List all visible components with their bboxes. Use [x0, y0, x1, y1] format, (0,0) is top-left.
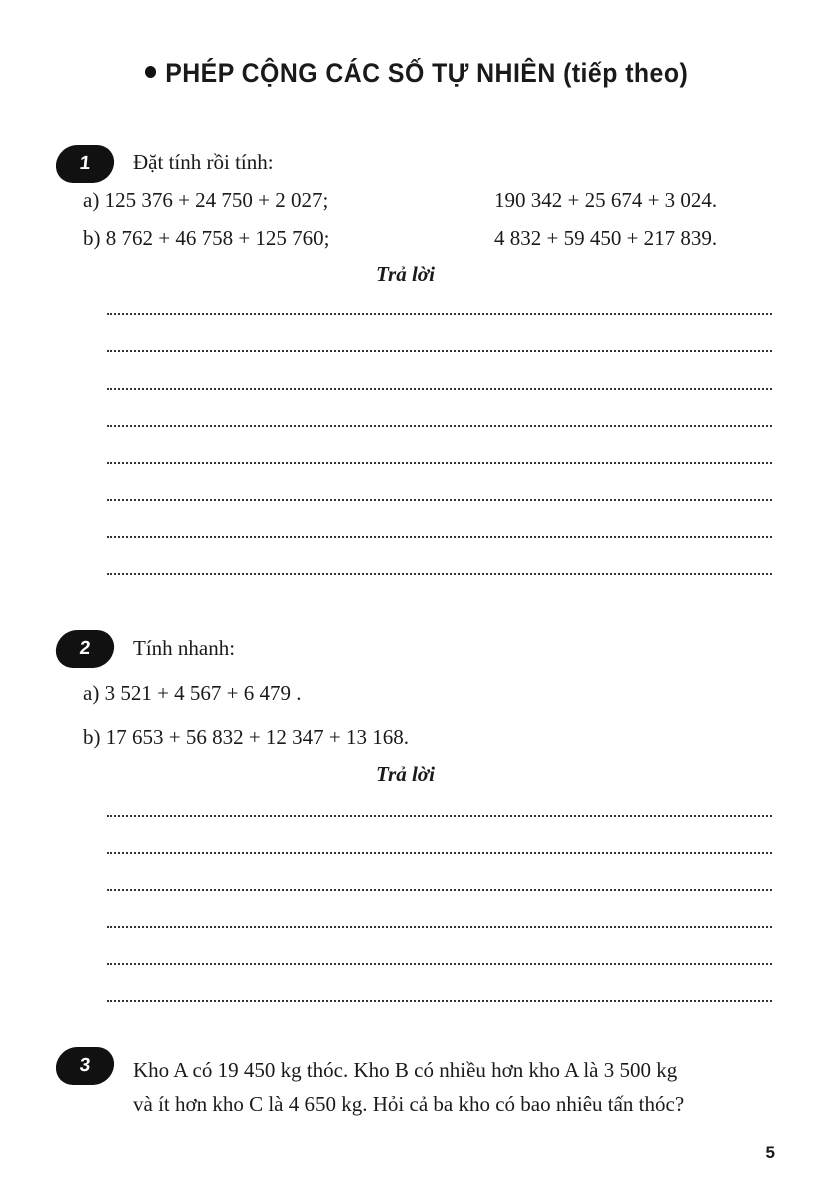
- exercise-2b: b) 17 653 + 56 832 + 12 347 + 13 168.: [83, 725, 410, 749]
- exercise-1-answer-label: Trả lời: [376, 262, 435, 286]
- exercise-1b-left: b) 8 762 + 46 758 + 125 760;: [83, 226, 330, 250]
- exercise-3-badge: 3: [54, 1047, 116, 1085]
- answer-line[interactable]: [107, 889, 772, 891]
- answer-line[interactable]: [107, 425, 772, 427]
- exercise-2-prompt: Tính nhanh:: [133, 636, 236, 660]
- page-title: [145, 58, 688, 89]
- exercise-2a: a) 3 521 + 4 567 + 6 479 .: [83, 681, 302, 705]
- answer-line[interactable]: [107, 499, 772, 501]
- exercise-3-line-2: và ít hơn kho C là 4 650 kg. Hỏi cả ba kho có bao nhiêu tấn thóc?: [133, 1092, 685, 1116]
- bullet-icon: [145, 66, 156, 78]
- answer-line[interactable]: [107, 462, 772, 464]
- answer-line[interactable]: [107, 963, 772, 965]
- page-number: 5: [765, 1143, 775, 1162]
- exercise-1a-right: 190 342 + 25 674 + 3 024.: [494, 188, 718, 212]
- answer-line[interactable]: [107, 536, 772, 538]
- exercise-1b-right: 4 832 + 59 450 + 217 839.: [494, 226, 718, 250]
- exercise-1a-left: a) 125 376 + 24 750 + 2 027;: [83, 188, 329, 212]
- answer-line[interactable]: [107, 313, 772, 315]
- exercise-2-badge: 2: [54, 630, 116, 668]
- answer-line[interactable]: [107, 1000, 772, 1002]
- exercise-2-answer-label: Trả lời: [376, 762, 435, 786]
- answer-line[interactable]: [107, 350, 772, 352]
- exercise-3-line-1: Kho A có 19 450 kg thóc. Kho B có nhiều hơn kho A là 3 500 kg: [133, 1058, 678, 1082]
- answer-line[interactable]: [107, 388, 772, 390]
- answer-line[interactable]: [107, 852, 772, 854]
- answer-line[interactable]: [107, 573, 772, 575]
- exercise-1-prompt: Đặt tính rồi tính:: [133, 150, 274, 174]
- page-title-text: PHÉP CỘNG CÁC SỐ TỰ NHIÊN (tiếp theo): [165, 58, 689, 88]
- answer-line[interactable]: [107, 926, 772, 928]
- exercise-1-badge: 1: [54, 145, 116, 183]
- answer-line[interactable]: [107, 815, 772, 817]
